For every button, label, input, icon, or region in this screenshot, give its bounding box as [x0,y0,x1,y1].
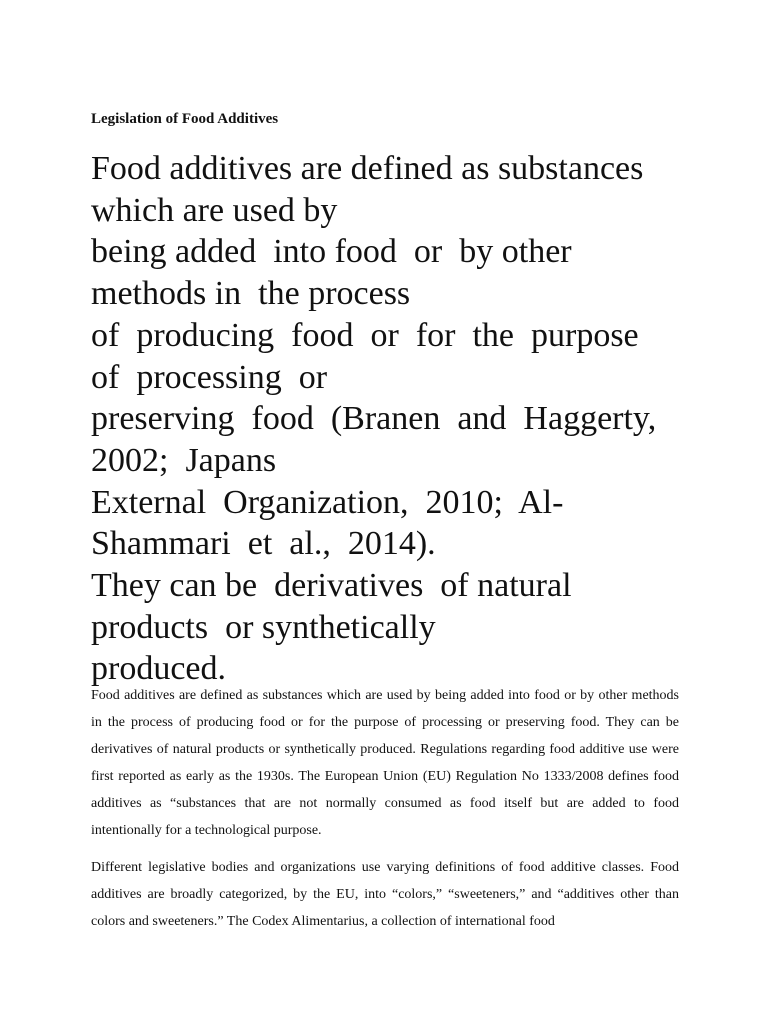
big-text-line: which are used by [91,191,338,229]
document-page [91,0,679,1024]
big-text-line: being added into food or by other [91,233,572,271]
big-text-line: products or synthetically [91,608,436,646]
big-text-line: of producing food or for the purpose [91,316,639,354]
big-text-line: methods in the process [91,275,411,313]
big-text-line: External Organization, 2010; Al- [91,483,564,521]
big-text-line: of processing or [91,358,328,396]
big-text-line: 2002; Japans [91,441,277,479]
big-text-line: They can be derivatives of natural [91,567,572,605]
document-heading: Legislation of Food Additives [91,111,279,127]
big-text-line: produced. [91,650,227,688]
big-text-line: Shammari et al., 2014). [91,525,436,563]
enlarged-text-block [91,148,691,690]
body-paragraph-1: Food additives are defined as substances which are used by being added into food or by other methods in the process of producing food or for the purpose of processing or preserving food. They can be derivatives of natural products or synthetically produced. Regulations regarding food additive use were first reported as early as the 1930s. The European Union (EU) Regulation No 1333/2008 defines food additives as “substances that are not normally consumed as food itself but are added to food intentionally for a technological purpose. [91,688,679,838]
big-text-line: preserving food (Branen and Haggerty, [91,400,657,438]
big-text-line: Food additives are defined as substances [91,150,644,187]
body-paragraph-2: Different legislative bodies and organizations use varying definitions of food additive classes. Food additives are broadly categorized, by the EU, into “colors,” “sweeteners,” and “additives other than colors and sweeteners.” The Codex Alimentarius, a collection of international food [91,860,679,929]
